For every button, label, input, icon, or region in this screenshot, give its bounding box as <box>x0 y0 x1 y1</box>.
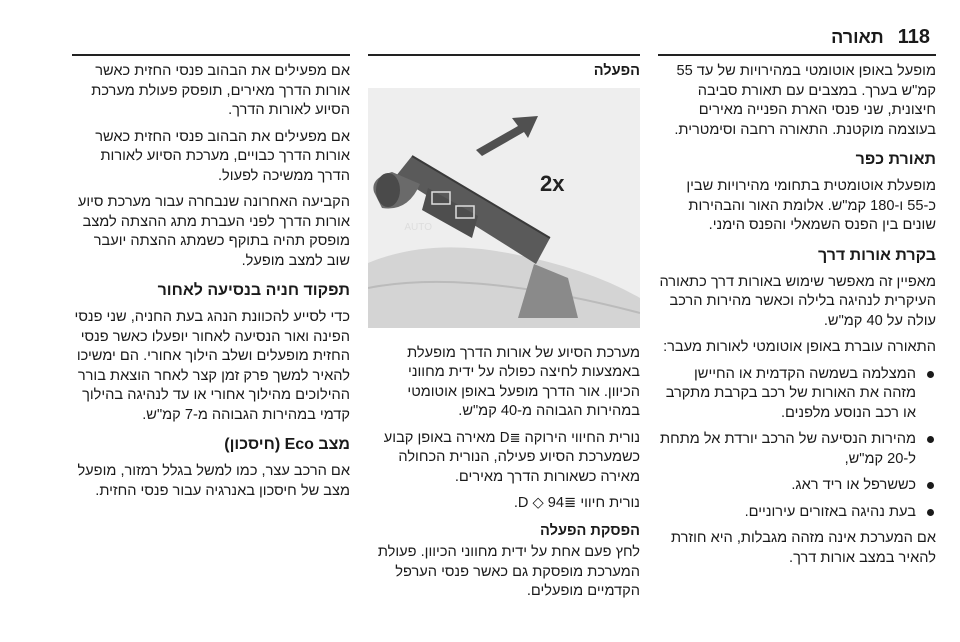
column-middle <box>368 62 640 609</box>
list-item: בעת נהיגה באזורים עירוניים. <box>658 503 936 523</box>
list-item: מהירות הנסיעה של הרכב יורדת אל מתחת ל-20 קמ"ש, <box>658 430 936 469</box>
header-rule-middle <box>368 54 640 56</box>
double-push-label: 2x <box>540 170 565 196</box>
deactivation-text: לחץ פעם אחת על ידית מחווני הכיוון. פעולת המערכת מופסקת גם כאשר פנסי הערפל הקדמיים מופעלים. <box>377 544 640 599</box>
page-header <box>790 26 930 48</box>
deactivation-heading: הפסקת הפעלה <box>540 522 640 539</box>
flash-off-paragraph: אם מפעילים את הבהוב פנסי החזית כאשר אורות הדרך כבויים, מערכת הסיוע לאורות הדרך ממשיכה לפעול. <box>95 128 350 184</box>
closing-paragraph: אם המערכת אינה מזהה מגבלות, היא חוזרת להאיר במצב אורות דרך. <box>670 530 936 566</box>
eco-mode-heading: מצב Eco (חיסכון) <box>224 436 350 453</box>
low-beam-switch-intro: התאורה עוברת באופן אוטומטי לאורות מעבר: <box>663 339 936 355</box>
lever-drawing <box>368 88 640 328</box>
eco-mode-text: אם הרכב עצר, כמו למשל בגלל רמזור, מופעל מצב של חיסכון באנרגיה עבור פנסי החזית. <box>77 463 350 499</box>
high-beam-assist-heading: בקרת אורות דרך <box>817 246 936 264</box>
high-beam-assist-icon: ≣D <box>499 430 521 446</box>
green-indicator-text: נורית החיווי הירוקה <box>520 429 640 446</box>
parking-function-heading: תפקוד חניה בנסיעה לאחור <box>157 282 350 299</box>
svg-text:AUTO: AUTO <box>404 221 432 233</box>
header-rule-left <box>72 54 350 56</box>
column-left <box>72 62 350 508</box>
high-beam-assist-intro: מאפיין זה מאפשר שימוש באורות דרך כתאורה העיקרית לנהיגה בלילה וכאשר מהירות הרכב עולה על 40 קמ"ש. <box>659 273 936 329</box>
activation-paragraph-1: מערכת הסיוע של אורות הדרך מופעלת באמצעות לחיצה כפולה על ידית מחווני הכיוון. אור הדרך מופעל באופן אוטומטי במהירות הגבוהה מ-40 קמ"ש. <box>407 344 640 419</box>
list-item: המצלמה בשמשה הקדמית או החיישן מזהה את האורות של רכב בקרבת מתקרב או רכב הנוסע מלפנים. <box>658 365 936 424</box>
column-right <box>658 62 936 575</box>
page-number: 118 <box>897 26 930 48</box>
activation-paragraph-2 <box>368 429 640 488</box>
header-rule-right <box>658 54 936 56</box>
blue-indicator-text: מאירה באופן קבוע כשמערכת הסיוע פעילה, הנורית הכחולה <box>383 429 640 465</box>
country-lighting-heading: תאורת כפר <box>855 151 936 168</box>
indicator-reference: נורית חיווי ≣D ◇ 94. <box>513 495 640 511</box>
section-title: תאורה <box>831 27 884 47</box>
turn-signal-lever-illustration <box>368 88 640 328</box>
conditions-list <box>658 365 936 523</box>
activation-title: הפעלה <box>593 63 640 79</box>
flash-on-paragraph: אם מפעילים את הבהוב פנסי החזית כאשר אורות הדרך מאירים, תופסק פעולת מערכת הסיוע לאורות הדרך. <box>91 63 350 118</box>
country-lighting-text: מופעלת אוטומטית בתחומי מהירויות שבין כ-55 ו-180 קמ"ש. אלומת האור והבהירות שונים בין הפנס השמאלי והפנס הימני. <box>686 178 936 233</box>
intro-paragraph: מופעל באופן אוטומטי במהירויות של עד 55 קמ"ש בערך. במצבים עם תאורת סביבה חיצונית, שני פנסי הארת הפנייה מאירים בעוצמה מוקטנת. התאורה רחבה וסימטרית. <box>674 63 936 138</box>
blue-indicator-text-end: מאירה כשאורות הדרך מאירים. <box>454 468 640 485</box>
list-item: כששרפל או ריד ראג. <box>658 476 936 496</box>
parking-function-text: כדי לסייע להכוונת הנהג בעת החניה, שני פנסי הפינה ואור הנסיעה לאחור יופעלו כאשר פנסי החזית מופעלים ושלב הילוך אחורי. הם ימשיכו להאיר למשך פרק זמן קצר לאחר הוצאת בורר ההילוכים מהילוך אחורי או עד לנהיגה בהילוך קדמי במהירות הגבוהה מ-7 קמ"ש. <box>74 309 350 423</box>
memory-paragraph: הקביעה האחרונה שנבחרה עבור מערכת סיוע אורות הדרך לפני העברת מתג ההצתה למצב מופסק תהיה בתוקף כשמתג ההצתה יועבר שוב למצב מופעל. <box>77 194 350 269</box>
